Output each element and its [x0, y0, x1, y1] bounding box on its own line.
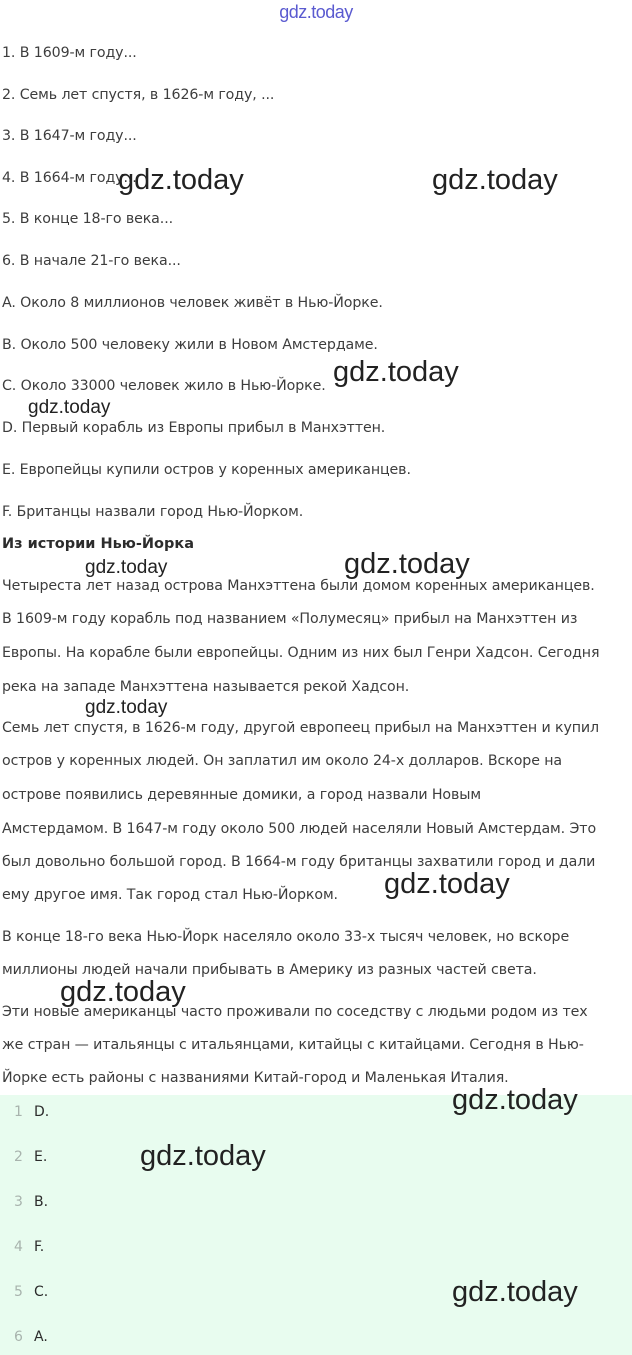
answer-row: [14, 1194, 48, 1210]
answer-number: 3: [14, 1194, 23, 1210]
answer-row: [14, 1149, 47, 1165]
text-heading: Из истории Нью-Йорка: [2, 536, 194, 552]
answer-row: [14, 1239, 44, 1255]
watermark: gdz.today: [85, 697, 168, 718]
watermark: gdz.today: [118, 164, 244, 196]
text-line: В 1609-м году корабль под названием «Полумесяц» прибыл на Манхэттен из: [2, 611, 578, 627]
answer-value: B.: [34, 1194, 49, 1210]
option-c: C. Около 33000 человек жило в Нью-Йорке.: [2, 378, 326, 394]
watermark: gdz.today: [140, 1140, 266, 1172]
statement-3: 3. В 1647-м году...: [2, 128, 137, 144]
option-d: D. Первый корабль из Европы прибыл в Манхэттен.: [2, 420, 386, 436]
text-line: В конце 18-го века Нью-Йорк населяло около 33-х тысяч человек, но вскоре: [2, 929, 570, 945]
statement-5: 5. В конце 18-го века...: [2, 211, 174, 227]
option-a: A. Около 8 миллионов человек живёт в Нью-Йорке.: [2, 295, 383, 311]
answers-panel: [0, 1095, 632, 1355]
statement-1: 1. В 1609-м году...: [2, 45, 137, 61]
answer-value: E.: [34, 1149, 48, 1165]
watermark: gdz.today: [452, 1276, 578, 1308]
site-title: gdz.today: [279, 2, 353, 22]
option-e: E. Европейцы купили остров у коренных американцев.: [2, 462, 411, 478]
watermark: gdz.today: [333, 356, 459, 388]
statement-4: 4. В 1664-м году...: [2, 170, 137, 186]
answer-row: [14, 1329, 48, 1345]
answer-value: D.: [34, 1104, 50, 1120]
option-f: F. Британцы назвали город Нью-Йорком.: [2, 504, 304, 520]
answer-number: 4: [14, 1239, 23, 1255]
answer-row: [14, 1104, 49, 1120]
watermark: gdz.today: [432, 164, 558, 196]
answer-number: 2: [14, 1149, 23, 1165]
text-line: острове появились деревянные домики, а город назвали Новым: [2, 787, 481, 803]
watermark: gdz.today: [85, 557, 168, 578]
text-line: Йорке есть районы с названиями Китай-город и Маленькая Италия.: [2, 1070, 509, 1086]
statement-6: 6. В начале 21-го века...: [2, 253, 181, 269]
watermark: gdz.today: [344, 548, 470, 580]
text-line: Четыреста лет назад острова Манхэттена были домом коренных американцев.: [2, 578, 595, 594]
statement-2: 2. Семь лет спустя, в 1626-м году, ...: [2, 87, 275, 103]
text-line: река на западе Манхэттена называется рекой Хадсон.: [2, 679, 410, 695]
text-line: Эти новые американцы часто проживали по соседству с людьми родом из тех: [2, 1004, 588, 1020]
answer-number: 5: [14, 1284, 23, 1300]
text-line: же стран — итальянцы с итальянцами, китайцы с китайцами. Сегодня в Нью-: [2, 1037, 584, 1053]
text-line: Семь лет спустя, в 1626-м году, другой европеец прибыл на Манхэттен и купил: [2, 720, 600, 736]
text-line: ему другое имя. Так город стал Нью-Йорком.: [2, 887, 338, 903]
option-b: B. Около 500 человеку жили в Новом Амстердаме.: [2, 337, 378, 353]
answer-row: [14, 1284, 48, 1300]
watermark: gdz.today: [384, 868, 510, 900]
watermark: gdz.today: [28, 397, 111, 418]
answer-number: 1: [14, 1104, 23, 1120]
text-line: остров у коренных людей. Он заплатил им около 24-х долларов. Вскоре на: [2, 753, 563, 769]
answer-number: 6: [14, 1329, 23, 1345]
text-line: миллионы людей начали прибывать в Америку из разных частей света.: [2, 962, 537, 978]
watermark: gdz.today: [452, 1084, 578, 1116]
answer-value: C.: [34, 1284, 49, 1300]
answer-value: A.: [34, 1329, 48, 1345]
text-line: был довольно большой город. В 1664-м году британцы захватили город и дали: [2, 854, 596, 870]
watermark: gdz.today: [60, 976, 186, 1008]
answer-value: F.: [34, 1239, 45, 1255]
text-line: Амстердамом. В 1647-м году около 500 людей населяли Новый Амстердам. Это: [2, 821, 597, 837]
text-line: Европы. На корабле были европейцы. Одним из них был Генри Хадсон. Сегодня: [2, 645, 600, 661]
